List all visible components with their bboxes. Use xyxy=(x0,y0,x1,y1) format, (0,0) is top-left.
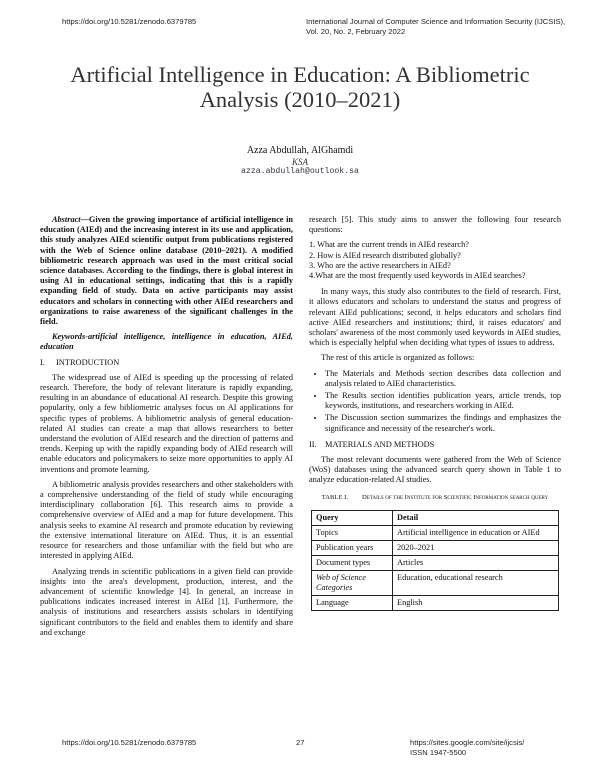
contribution-paragraph: In many ways, this study also contributes to the field of research. First, it allows educators and scholars to understand the status and progress of relevant AIEd publications; second, it helps educators and scholars find active AIEd researchers and institutions; third, it raises educators' and scholars' awareness of the most commonly used keywords in AIEd studies, which is especially helpful when deciding what types of issues to address. xyxy=(309,287,561,348)
table-row xyxy=(312,556,559,571)
table-cell: Education, educational research xyxy=(393,571,559,596)
title-line-2: Analysis (2010–2021) xyxy=(199,87,401,112)
header-journal xyxy=(306,17,565,37)
section-overview-list xyxy=(309,369,561,434)
footer-site xyxy=(410,738,524,758)
table-cell: Publication years xyxy=(312,541,393,556)
table-header-row xyxy=(312,511,559,526)
table-cell: Web of Science Categories xyxy=(312,571,393,596)
table-header-cell: Detail xyxy=(393,511,559,526)
abstract-label: Abstract— xyxy=(52,215,89,224)
methods-paragraph: The most relevant documents were gathered from the Web of Science (WoS) databases using the advanced search query shown in Table 1 to analyze education-related AI studies. xyxy=(309,455,561,485)
section-title: INTRODUCTION xyxy=(56,357,120,367)
left-column xyxy=(40,215,293,643)
research-questions xyxy=(309,240,561,281)
table-label: TABLE I. xyxy=(321,493,349,501)
overview-item: • The Materials and Methods section describes data collection and analysis related to AIEd characteristics. xyxy=(325,369,561,389)
table-cell: Document types xyxy=(312,556,393,571)
table-row xyxy=(312,541,559,556)
overview-item: • The Discussion section summarizes the findings and emphasizes the significance and necessity of the researcher's work. xyxy=(325,413,561,433)
authors: Azza Abdullah, AlGhamdi xyxy=(246,145,354,156)
table-cell: 2020–2021 xyxy=(393,541,559,556)
table-cell: Topics xyxy=(312,526,393,541)
paper-title xyxy=(40,62,560,112)
table-row xyxy=(312,571,559,596)
organization-paragraph: The rest of this article is organized as follows: xyxy=(321,353,475,363)
intro-paragraph-1: The widespread use of AIEd is speeding up the processing of related research. Therefore, the body of relevant literature is rapidly expanding, resulting in an abundance of educational AI research. Despite this growing popularity, only a few bibliometric analyses focus on AI applications for specific types of problems. A bibliometric analysis of general education-related AI studies can create a map that allows researchers to better understand the evolution of AIEd research and the direction of patterns and trends. Keeping up with the rapidly expanding body of AIEd research will enable educators and policymakers to seize more opportunities to apply AI inventions and promote learning. xyxy=(40,372,293,474)
research-question: 2. How is AIEd research distributed globally? xyxy=(309,250,461,260)
abstract xyxy=(40,215,293,327)
search-query-table xyxy=(311,510,559,611)
footer-doi[interactable]: https://doi.org/10.5281/zenodo.6379785 xyxy=(62,738,197,747)
intro-paragraph-3: Analyzing trends in scientific publications in a given field can provide insights into the area's development, production, interest, and the advancement of scientific knowledge [4]. In general, an increase in publications indicates increased interest in AIEd [1]. Furthermore, the analysis of institutions and researchers assists scholars in identifying significant contributors to the field and enables them to identify and share and exchange xyxy=(40,566,293,637)
section-title: MATERIALS AND METHODS xyxy=(325,439,435,449)
table-cell: English xyxy=(393,596,559,611)
section-heading-methods xyxy=(309,440,561,450)
header-journal-line1: International Journal of Computer Science and Information Security (IJCSIS), xyxy=(306,17,566,26)
table-cell: Articles xyxy=(393,556,559,571)
header-doi[interactable]: https://doi.org/10.5281/zenodo.6379785 xyxy=(62,17,197,26)
section-number: II. xyxy=(309,439,317,449)
table-caption xyxy=(309,494,561,503)
header-journal-line2: Vol. 20, No. 2, February 2022 xyxy=(306,27,406,36)
research-question: 3. Who are the active researchers in AIEd? xyxy=(309,260,451,270)
title-line-1: Artificial Intelligence in Education: A Bibliometric xyxy=(70,62,530,87)
table-row xyxy=(312,596,559,611)
intro-paragraph-2: A bibliometric analysis provides researchers and other stakeholders with a comprehensive understanding of the field of study while encouraging interdisciplinary collaboration [6]. This research aims to provide a comprehensive overview of AIEd and a map for future development. This analysis seeks to examine AI research and promote education by reviewing the extensive international literature on AIEd. Thus, it is an essential resource for researchers and those unfamiliar with the field but who are interested in applying AIEd. xyxy=(40,479,293,561)
author-email[interactable]: azza.abdullah@outlook.sa xyxy=(241,167,359,176)
section-heading-introduction xyxy=(40,358,293,368)
table-cell: Language xyxy=(312,596,393,611)
research-question: 1. What are the current trends in AIEd research? xyxy=(309,240,469,250)
keywords: Keywords-artificial intelligence, intelligence in education, AIEd, education xyxy=(40,332,293,352)
table-row xyxy=(312,526,559,541)
table-cell: Artificial intelligence in education or AIEd xyxy=(393,526,559,541)
abstract-text: Given the growing importance of artificial intelligence in education (AIEd) and the increasing interest in its use and application, this study analyzes AIEd scientific output from publications registered with the Web of Science online database (2010–2021). A modified bibliometric research approach was used in the most critical social science databases. According to the findings, there is global interest in using AI in educational settings, indicating that this is a rapidly expanding field of study. Data on active participants may assist educators and scholars in connecting with other AIEd researchers and organizations to raise awareness of the significant challenges in the field. xyxy=(40,215,293,327)
research-question: 4.What are the most frequently used keywords in AIEd searches? xyxy=(309,271,526,281)
footer-issn: ISSN 1947-5500 xyxy=(410,748,467,757)
right-column xyxy=(309,215,561,611)
table-description: Details of the Institute for Scientific Information search query xyxy=(362,493,549,501)
affiliation: KSA xyxy=(291,157,308,167)
page-number: 27 xyxy=(296,738,305,747)
table-header-cell: Query xyxy=(312,511,393,526)
footer-site-link[interactable]: https://sites.google.com/site/ijcsis/ xyxy=(410,738,525,747)
section-number: I. xyxy=(40,357,45,367)
overview-item: • The Results section identifies publication years, article trends, top keywords, institutions, and researchers working in AIEd. xyxy=(325,391,561,411)
research-paragraph: research [5]. This study aims to answer the following four research questions: xyxy=(309,215,561,235)
